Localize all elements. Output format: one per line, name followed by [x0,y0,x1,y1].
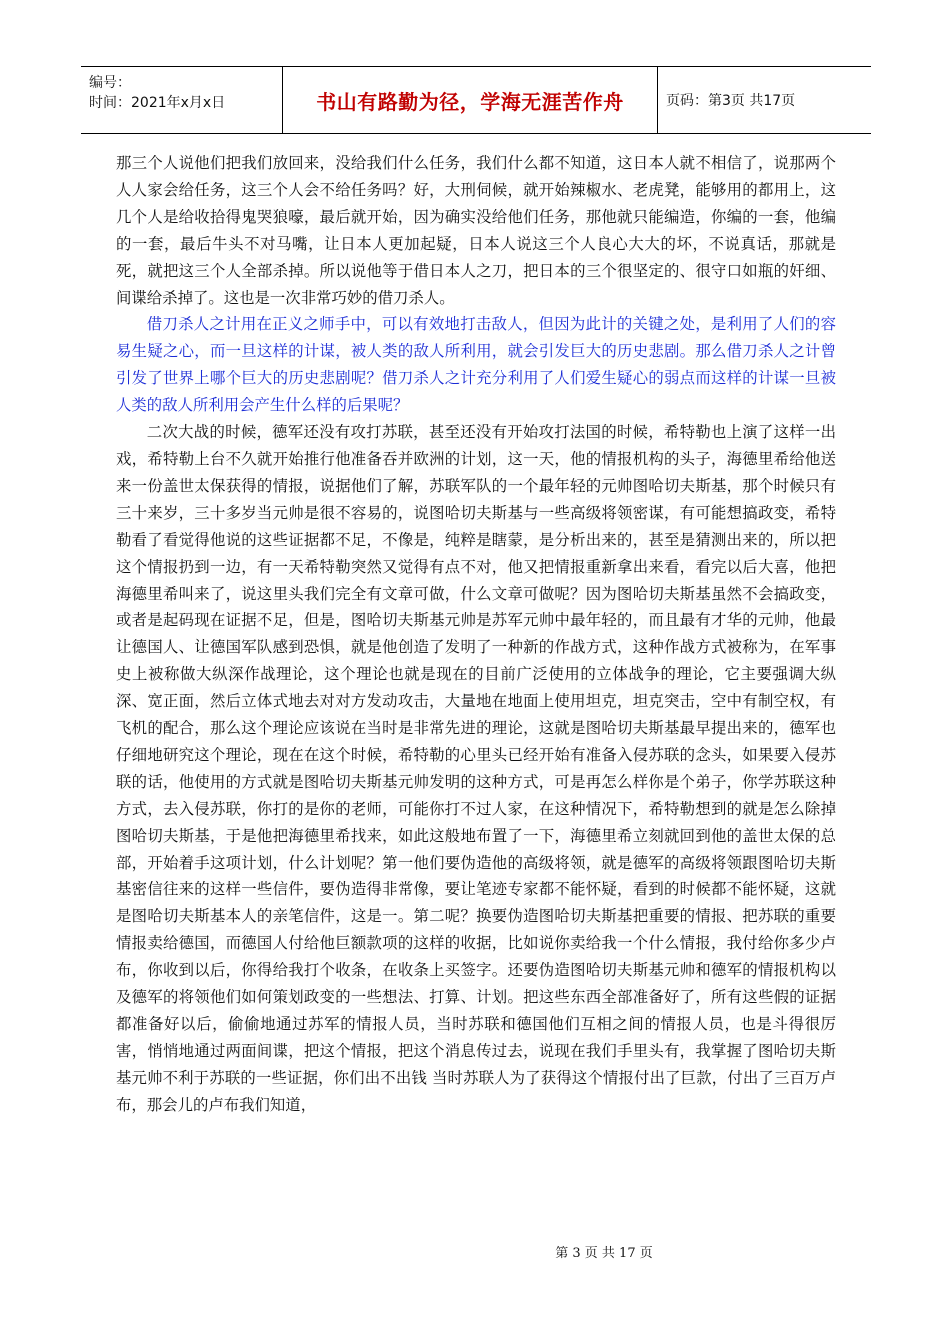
document-body [116,150,836,1119]
footer-page-number: 第 3 页 共 17 页 [555,1246,653,1261]
paragraph-3: 二次大战的时候，德军还没有攻打苏联，甚至还没有开始攻打法国的时候，希特勒也上演了这样一出戏，希特勒上台不久就开始推行他准备吞并欧洲的计划，这一天，他的情报机构的头子，海德里希给他送来一份盖世太保获得的情报，说据他们了解，苏联军队的一个最年轻的元帅图哈切夫斯基，那个时候只有三十来岁，三十多岁当元帅是很不容易的，说图哈切夫斯基与一些高级将领密谋，有可能想搞政变，希特勒看了看觉得他说的这些证据都不足，不像是，纯粹是瞎蒙，是分析出来的，甚至是猜测出来的，所以把这个情报扔到一边，有一天希特勒突然又觉得有点不对，他又把情报重新拿出来看，看完以后大喜，他把海德里希叫来了，说这里头我们完全有文章可做，什么文章可做呢？因为图哈切夫斯基虽然不会搞政变，或者是起码现在证据不足，但是，图哈切夫斯基元帅是苏军元帅中最年轻的，而且最有才华的元帅，他最让德国人、让德国军队感到恐惧，就是他创造了发明了一种新的作战方式，这种作战方式被称为，在军事史上被称做大纵深作战理论，这个理论也就是现在的目前广泛使用的立体战争的理论，它主要强调大纵深、宽正面，然后立体式地去对对方发动攻击，大量地在地面上使用坦克，坦克突击，空中有制空权，有飞机的配合，那么这个理论应该说在当时是非常先进的理论，这就是图哈切夫斯基最早提出来的，德军也仔细地研究这个理论，现在在这个时候，希特勒的心里头已经开始有准备入侵苏联的念头，如果要入侵苏联的话，他使用的方式就是图哈切夫斯基元帅发明的这种方式，可是再怎么样你是个弟子，你学苏联这种方式，去入侵苏联，你打的是你的老师，可能你打不过人家，在这种情况下，希特勒想到的就是怎么除掉图哈切夫斯基，于是他把海德里希找来，如此这般地布置了一下，海德里希立刻就回到他的盖世太保的总部，开始着手这项计划，什么计划呢？第一他们要伪造他的高级将领，就是德军的高级将领跟图哈切夫斯基密信往来的这样一些信件，要伪造得非常像，要让笔迹专家都不能怀疑，看到的时候都不能怀疑，这就是图哈切夫斯基本人的亲笔信件，这是一。第二呢？换要伪造图哈切夫斯基把重要的情报、把苏联的重要情报卖给德国，而德国人付给他巨额款项的这样的收据，比如说你卖给我一个什么情报，我付给你多少卢布，你收到以后，你得给我打个收条，在收条上买签字。还要伪造图哈切夫斯基元帅和德军的情报机构以及德军的将领他们如何策划政变的一些想法、打算、计划。把这些东西全部准备好了，所有这些假的证据都准备好以后，偷偷地通过苏军的情报人员，当时苏联和德国他们互相之间的情报人员，也是斗得很厉害，悄悄地通过两面间谍，把这个情报，把这个消息传过去，说现在我们手里头有，我掌握了图哈切夫斯基元帅不利于苏联的一些证据，你们出不出钱 当时苏联人为了获得这个情报付出了巨款，付出了三百万卢布，那会儿的卢布我们知道， [116,423,836,1114]
header-page-label: 页码：第3页 共17页 [666,93,796,109]
paragraph-1: 那三个人说他们把我们放回来，没给我们什么任务，我们什么都不知道，这日本人就不相信了，说那两个人人家会给任务，这三个人会不给任务吗？好，大刑伺候，就开始辣椒水、老虎凳，能够用的都用上，这几个人是给收拾得鬼哭狼嚎，最后就开始，因为确实没给他们任务，那他就只能编造，你编的一套，他编的一套，最后牛头不对马嘴，让日本人更加起疑，日本人说这三个人良心大大的坏，不说真话，那就是死，就把这三个人全部杀掉。所以说他等于借日本人之刀，把日本的三个很坚定的、很守口如瓶的奸细、间谍给杀掉了。这也是一次非常巧妙的借刀杀人。 [116,154,836,307]
header-left-cell [81,67,283,133]
paragraph-2-highlighted: 借刀杀人之计用在正义之师手中，可以有效地打击敌人，但因为此计的关键之处，是利用了人们的容易生疑之心，而一旦这样的计谋，被人类的敌人所利用，就会引发巨大的历史悲剧。那么借刀杀人之计曾引发了世界上哪个巨大的历史悲剧呢？借刀杀人之计充分利用了人们爱生疑心的弱点而这样的计谋一旦被人类的敌人所利用会产生什么样的后果呢？ [116,315,836,415]
header-motto: 书山有路勤为径，学海无涯苦作舟 [316,89,624,114]
document-number-label: 编号： [89,75,131,91]
header-page-cell [658,67,871,133]
document-header [81,66,871,134]
page-footer [0,1242,950,1261]
header-motto-cell [283,67,658,133]
document-time-label: 时间：2021年x月x日 [89,95,226,111]
